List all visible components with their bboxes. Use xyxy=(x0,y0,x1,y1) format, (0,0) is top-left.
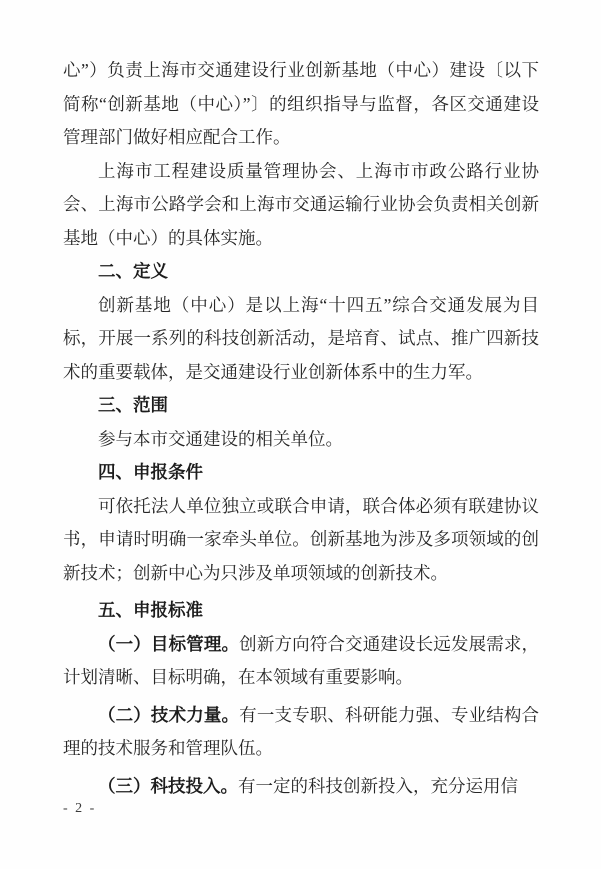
paragraph-lead: （三）科技投入。 xyxy=(98,775,238,796)
paragraph-item-2 xyxy=(63,699,539,766)
paragraph: 参与本市交通建设的相关单位。 xyxy=(98,428,343,449)
section-heading-definition: 二、定义 xyxy=(98,261,168,281)
paragraph-lead: （二）技术力量。 xyxy=(98,704,240,725)
paragraph: 可依托法人单位独立或联合申请，联合体必须有联建协议书，申请时明确一家牵头单位。创新基地为涉及多项领域的创新技术；创新中心为只涉及单项领域的创新技术。 xyxy=(63,495,539,583)
section-heading-application-standards: 五、申报标准 xyxy=(98,600,203,620)
section-heading-application-conditions: 四、申报条件 xyxy=(98,462,203,482)
paragraph: 创新基地（中心）是以上海“十四五”综合交通发展为目标，开展一系列的科技创新活动，是培育、试点、推广四新技术的重要载体，是交通建设行业创新体系中的生力军。 xyxy=(63,294,539,382)
page-number: - 2 - xyxy=(63,801,97,816)
paragraph: 上海市工程建设质量管理协会、上海市市政公路行业协会、上海市公路学会和上海市交通运输行业协会负责相关创新基地（中心）的具体实施。 xyxy=(63,160,539,248)
paragraph-item-1 xyxy=(63,628,539,695)
paragraph-lead: （一）目标管理。 xyxy=(98,633,240,654)
paragraph-item-3 xyxy=(63,770,539,804)
section-heading-scope: 三、范围 xyxy=(98,395,168,415)
paragraph-continuation: 心”）负责上海市交通建设行业创新基地（中心）建设〔以下简称“创新基地（中心）”〕的组织指导与监督，各区交通建设管理部门做好相应配合工作。 xyxy=(63,60,539,147)
paragraph-text: 有一支专职、科研能力强、专业结构合理的技术服务和管理队伍。 xyxy=(63,704,540,758)
paragraph-text: 有一定的科技创新投入，充分运用信 xyxy=(238,775,518,796)
document-body xyxy=(63,54,539,803)
paragraph-text: 创新方向符合交通建设长远发展需求，计划清晰、目标明确，在本领域有重要影响。 xyxy=(63,633,540,687)
